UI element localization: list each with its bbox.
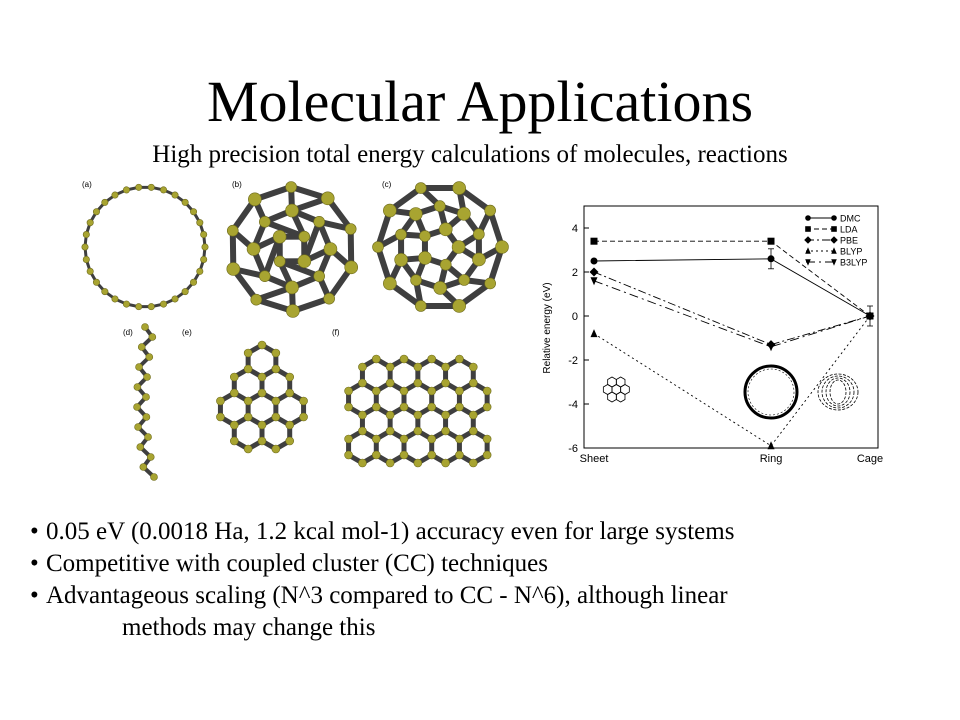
atom: [469, 459, 477, 467]
atom: [102, 288, 108, 294]
cage-molecule-b: [227, 182, 358, 318]
data-point: [590, 268, 599, 277]
data-point: [591, 238, 598, 245]
atom: [136, 364, 143, 371]
atom: [457, 207, 470, 220]
atom: [93, 209, 99, 215]
atom: [216, 413, 224, 421]
atom: [230, 389, 238, 397]
panel-label-e: (e): [182, 328, 192, 337]
data-point: [831, 226, 837, 232]
atom: [274, 256, 285, 267]
x-tick-label: Ring: [759, 453, 783, 465]
atom: [434, 201, 445, 212]
slide-subtitle: High precision total energy calculations of molecules, reactions: [152, 141, 788, 168]
inset-sheet-hexagon: [608, 392, 617, 402]
x-tick-label: Sheet: [579, 453, 609, 465]
atom: [258, 341, 266, 349]
inset-ring-outline: [745, 366, 797, 418]
atom: [286, 437, 294, 445]
atom: [386, 379, 394, 387]
atom: [258, 373, 266, 381]
atom: [272, 413, 280, 421]
atom: [244, 365, 252, 373]
atom: [459, 275, 470, 286]
panel-label-a: (a): [82, 180, 92, 189]
atom: [123, 301, 129, 307]
atom: [286, 204, 299, 217]
bullet-text-scaling: Advantageous scaling (N^3 compared to CC - N^6), although linear: [46, 582, 728, 609]
legend-label: PBE: [840, 235, 859, 246]
atom: [383, 204, 396, 217]
atom: [148, 303, 154, 309]
atom: [160, 187, 166, 193]
atom: [286, 281, 299, 294]
data-point: [831, 215, 837, 221]
bullet-continuation: methods may change this: [122, 614, 376, 641]
atom: [200, 231, 206, 237]
atom: [428, 403, 436, 411]
curved-sheet-molecule: [216, 341, 307, 453]
atom: [372, 387, 380, 395]
atom: [202, 244, 208, 250]
atom: [414, 411, 422, 419]
atom: [324, 293, 335, 304]
atom: [314, 216, 325, 227]
ring-molecule: [82, 184, 208, 310]
atom: [272, 365, 280, 373]
atom: [286, 389, 294, 397]
atom: [358, 411, 366, 419]
data-point: [768, 343, 775, 351]
atom: [386, 427, 394, 435]
atom: [324, 243, 337, 256]
data-point: [805, 226, 811, 232]
atom: [227, 225, 238, 236]
atom: [386, 363, 394, 371]
bullet-item: [30, 580, 950, 612]
data-point: [805, 215, 811, 221]
atom: [286, 182, 297, 193]
atom: [414, 427, 422, 435]
atom: [442, 411, 450, 419]
molecule-structures-figure: [70, 175, 510, 495]
atom: [396, 229, 407, 240]
atom: [428, 435, 436, 443]
atom: [286, 304, 299, 317]
atom: [272, 349, 280, 357]
atom: [136, 184, 142, 190]
panel-label-f: (f): [332, 328, 340, 337]
atom: [321, 192, 334, 205]
atom: [469, 427, 477, 435]
atom: [483, 435, 491, 443]
atom: [485, 205, 496, 216]
atom: [112, 192, 118, 198]
atom: [83, 231, 89, 237]
atom: [442, 459, 450, 467]
atom: [386, 411, 394, 419]
atom: [434, 281, 447, 294]
legend-label: BLYP: [840, 246, 863, 257]
y-tick-label: -6: [568, 443, 578, 455]
atom: [299, 231, 310, 242]
atom: [244, 397, 252, 405]
atom: [137, 444, 144, 451]
atom: [415, 183, 426, 194]
atom: [87, 219, 93, 225]
atom: [143, 414, 150, 421]
atom: [230, 421, 238, 429]
atom: [469, 379, 477, 387]
atom: [372, 403, 380, 411]
atom: [112, 296, 118, 302]
series-markers: [590, 235, 875, 450]
atom: [395, 253, 408, 266]
bullet-glyph: •: [30, 582, 39, 609]
atom: [345, 387, 353, 395]
atom: [146, 354, 153, 361]
data-point: [591, 258, 598, 265]
bullet-text-competitive: Competitive with coupled cluster (CC) techniques: [46, 550, 548, 577]
atom: [455, 387, 463, 395]
atom: [272, 397, 280, 405]
atom: [258, 421, 266, 429]
atom: [469, 411, 477, 419]
atom: [145, 434, 152, 441]
atom: [259, 216, 270, 227]
atom: [455, 435, 463, 443]
y-tick-label: 2: [571, 267, 578, 279]
slide-title: Molecular Applications: [206, 69, 754, 134]
atom: [251, 294, 262, 305]
atom: [200, 256, 206, 262]
atom: [428, 355, 436, 363]
atom: [409, 207, 422, 220]
inset-cage-shell: [822, 376, 854, 408]
atom: [135, 424, 142, 431]
atom: [372, 451, 380, 459]
atom: [485, 278, 496, 289]
atom: [87, 268, 93, 274]
bullet-glyph: •: [30, 550, 39, 577]
atom: [373, 242, 384, 253]
atom: [197, 219, 203, 225]
atom: [386, 459, 394, 467]
y-axis-label: Relative energy (eV): [542, 282, 553, 374]
x-tick-label: Cage: [856, 453, 884, 465]
atom: [136, 303, 142, 309]
atom: [400, 387, 408, 395]
atom: [216, 397, 224, 405]
atom: [418, 251, 431, 264]
atom: [400, 435, 408, 443]
atom: [453, 299, 466, 312]
atom: [143, 394, 150, 401]
inset-sheet-hexagon: [616, 392, 625, 402]
atom: [247, 243, 260, 256]
atom: [148, 184, 154, 190]
atom: [372, 435, 380, 443]
atom: [439, 223, 452, 236]
data-point: [591, 329, 598, 337]
bullet-item: [30, 548, 950, 580]
atom: [453, 182, 466, 195]
atom: [286, 373, 294, 381]
atom: [358, 427, 366, 435]
y-tick-label: -4: [568, 399, 578, 411]
atom: [496, 241, 509, 254]
inset-cage-shell: [818, 374, 858, 410]
legend-label: LDA: [840, 224, 858, 235]
atom: [248, 193, 261, 206]
sheet-molecule-side-view: [134, 324, 158, 481]
atom: [345, 224, 356, 235]
y-tick-label: 4: [571, 223, 578, 235]
atom: [123, 187, 129, 193]
atom: [82, 244, 88, 250]
atom: [455, 355, 463, 363]
atom: [93, 279, 99, 285]
atom: [259, 271, 270, 282]
atom: [83, 256, 89, 262]
atom: [298, 255, 311, 268]
atom: [400, 403, 408, 411]
panel-label-c: (c): [382, 180, 392, 189]
data-point: [831, 259, 837, 266]
cage-molecule-c: [373, 182, 509, 313]
atom: [442, 363, 450, 371]
bullet-list: [30, 516, 950, 644]
series-lines: [594, 241, 870, 446]
atom: [160, 301, 166, 307]
atom: [244, 349, 252, 357]
atom: [147, 454, 154, 461]
atom: [244, 413, 252, 421]
series-line-b3lyp: [594, 281, 870, 347]
atom: [469, 363, 477, 371]
atom: [300, 397, 308, 405]
legend-label: DMC: [840, 213, 861, 224]
data-point: [768, 441, 775, 449]
atom: [190, 279, 196, 285]
inset-cage-shell: [830, 380, 846, 404]
inset-ring-inner: [748, 369, 794, 415]
atom: [452, 241, 465, 254]
atom: [419, 231, 430, 242]
atom: [415, 300, 426, 311]
atom: [400, 355, 408, 363]
atom: [455, 451, 463, 459]
legend-label: B3LYP: [840, 257, 868, 268]
atom: [140, 464, 147, 471]
atom: [273, 230, 286, 243]
atom: [258, 389, 266, 397]
atom: [138, 344, 145, 351]
atom: [345, 435, 353, 443]
atom: [483, 387, 491, 395]
y-axis-ticks: [568, 223, 589, 455]
atom: [383, 277, 396, 290]
chart-legend: [804, 214, 867, 268]
data-point: [805, 247, 811, 254]
data-point: [831, 247, 837, 254]
atom: [442, 427, 450, 435]
atom: [190, 209, 196, 215]
atom: [483, 403, 491, 411]
atom: [142, 324, 149, 331]
atom: [414, 379, 422, 387]
atom: [472, 253, 485, 266]
atom: [172, 192, 178, 198]
atom: [230, 373, 238, 381]
atom: [345, 451, 353, 459]
atom: [440, 259, 451, 270]
structure-insets: [603, 366, 858, 418]
atom: [345, 261, 358, 274]
atom: [428, 387, 436, 395]
atom: [414, 363, 422, 371]
atom: [144, 374, 151, 381]
atom: [272, 445, 280, 453]
data-point: [768, 238, 775, 245]
atom: [411, 275, 422, 286]
atom: [227, 262, 240, 275]
series-line-pbe: [594, 272, 870, 345]
atom: [134, 404, 141, 411]
atom: [134, 384, 141, 391]
atom: [428, 451, 436, 459]
data-point: [804, 236, 812, 244]
atom: [230, 437, 238, 445]
data-point: [830, 236, 838, 244]
atom: [358, 363, 366, 371]
atom: [172, 296, 178, 302]
atom: [102, 199, 108, 205]
atom: [358, 459, 366, 467]
relative-energy-chart: [536, 200, 896, 470]
atom: [182, 199, 188, 205]
atom: [300, 413, 308, 421]
atom: [455, 403, 463, 411]
x-axis-ticks: [580, 453, 884, 465]
series-line-lda: [594, 241, 870, 316]
atom: [258, 437, 266, 445]
atom: [442, 379, 450, 387]
atom: [414, 459, 422, 467]
atom: [345, 403, 353, 411]
atom: [149, 334, 156, 341]
bullet-glyph: •: [30, 518, 39, 545]
atom: [314, 271, 325, 282]
panel-label-b: (b): [232, 180, 242, 189]
series-line-blyp: [594, 316, 870, 446]
atom: [182, 288, 188, 294]
atom: [286, 421, 294, 429]
y-tick-label: 0: [571, 311, 578, 323]
flat-sheet-molecule: [345, 355, 492, 467]
atom: [151, 474, 158, 481]
atom: [358, 379, 366, 387]
atom: [372, 355, 380, 363]
y-tick-label: -2: [568, 355, 578, 367]
inset-cage-shell: [826, 378, 850, 406]
atom: [244, 445, 252, 453]
bullet-item: [30, 516, 950, 548]
bullet-text-accuracy: 0.05 eV (0.0018 Ha, 1.2 kcal mol-1) accuracy even for large systems: [46, 518, 735, 545]
data-point: [805, 259, 811, 266]
atom: [197, 268, 203, 274]
atom: [483, 451, 491, 459]
series-line-dmc: [594, 259, 870, 316]
atom: [400, 451, 408, 459]
atom: [473, 229, 484, 240]
panel-label-d: (d): [123, 328, 133, 337]
